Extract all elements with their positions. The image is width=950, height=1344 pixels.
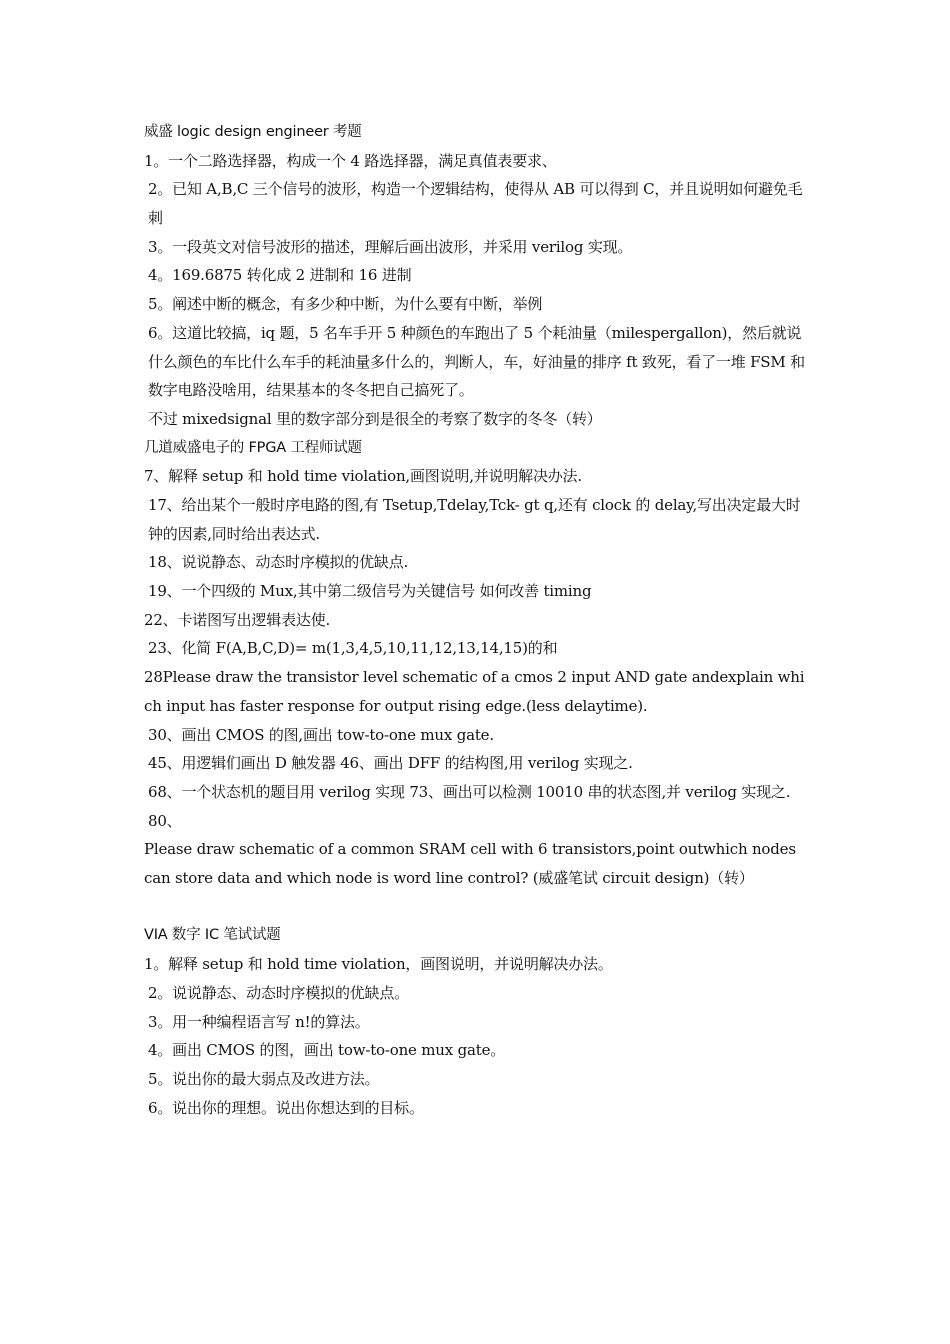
section-heading: 几道威盛电子的 FPGA 工程师试题: [144, 439, 362, 456]
question-item: 22、卡诺图写出逻辑表达使.: [144, 610, 331, 629]
question-item: 68、一个状态机的题目用 verilog 实现 73、画出可以检测 10010 串的状态图,并 verilog 实现之.: [148, 782, 791, 801]
question-item: 17、给出某个一般时序电路的图,有 Tsetup,Tdelay,Tck- gt q,还有 clock 的 delay,写出决定最大时钟的因素,同时给出表达式.: [148, 496, 801, 543]
question-item: 19、一个四级的 Mux,其中第二级信号为关键信号 如何改善 timing: [148, 582, 592, 601]
question-item: 2。已知 A,B,C 三个信号的波形，构造一个逻辑结构，使得从 AB 可以得到 C，并且说明如何避免毛刺: [148, 180, 803, 228]
question-item: 3。用一种编程语言写 n!的算法。: [148, 1012, 370, 1031]
question-item: Please draw schematic of a common SRAM cell with 6 transistors,point outwhich nodes can store data and which node is word line control? (威盛笔试 circuit design)（转）: [144, 840, 796, 888]
question-item: 1。一个二路选择器，构成一个 4 路选择器，满足真值表要求、: [144, 151, 557, 170]
question-item: 7、解释 setup 和 hold time violation,画图说明,并说明解决办法.: [144, 467, 582, 486]
question-item: 5。说出你的最大弱点及改进方法。: [148, 1069, 380, 1088]
question-item: 不过 mixedsignal 里的数字部分到是很全的考察了数字的冬冬（转）: [148, 409, 602, 428]
question-item: 4。169.6875 转化成 2 进制和 16 进制: [148, 266, 412, 285]
blank-line: [144, 893, 812, 922]
question-item: 4。画出 CMOS 的图，画出 tow-to-one mux gate。: [148, 1041, 506, 1060]
question-item: 45、用逻辑们画出 D 触发器 46、画出 DFF 的结构图,用 verilog 实现之.: [148, 754, 633, 773]
section-heading: 威盛 logic design engineer 考题: [144, 124, 362, 140]
question-item: 18、说说静态、动态时序模拟的优缺点.: [148, 553, 409, 572]
section-heading: VIA 数字 IC 笔试试题: [144, 927, 281, 944]
question-item: 6。这道比较搞，iq 题，5 名车手开 5 种颜色的车跑出了 5 个耗油量（milespergallon)，然后就说什么颜色的车比什么车手的耗油量多什么的，判断人，车，好油量的排序 ft 致死，看了一堆 FSM 和数字电路没啥用，结果基本的冬冬把自己搞死了。: [148, 323, 805, 400]
question-item: 6。说出你的理想。说出你想达到的目标。: [148, 1098, 424, 1117]
question-item: 30、画出 CMOS 的图,画出 tow-to-one mux gate.: [148, 725, 494, 744]
question-item: 80、: [148, 811, 182, 830]
question-item: 23、化简 F(A,B,C,D)= m(1,3,4,5,10,11,12,13,14,15)的和: [148, 639, 558, 658]
question-item: 3。一段英文对信号波形的描述，理解后画出波形，并采用 verilog 实现。: [148, 237, 633, 256]
document-body: [144, 118, 812, 1122]
question-item: 1。解释 setup 和 hold time violation，画图说明，并说明解决办法。: [144, 955, 613, 974]
question-item: 2。说说静态、动态时序模拟的优缺点。: [148, 983, 409, 1002]
question-item: 28Please draw the transistor level schematic of a cmos 2 input AND gate andexplain which input has faster response for output rising edge.(less delaytime).: [144, 668, 805, 715]
question-item: 5。阐述中断的概念，有多少种中断，为什么要有中断，举例: [148, 295, 543, 314]
